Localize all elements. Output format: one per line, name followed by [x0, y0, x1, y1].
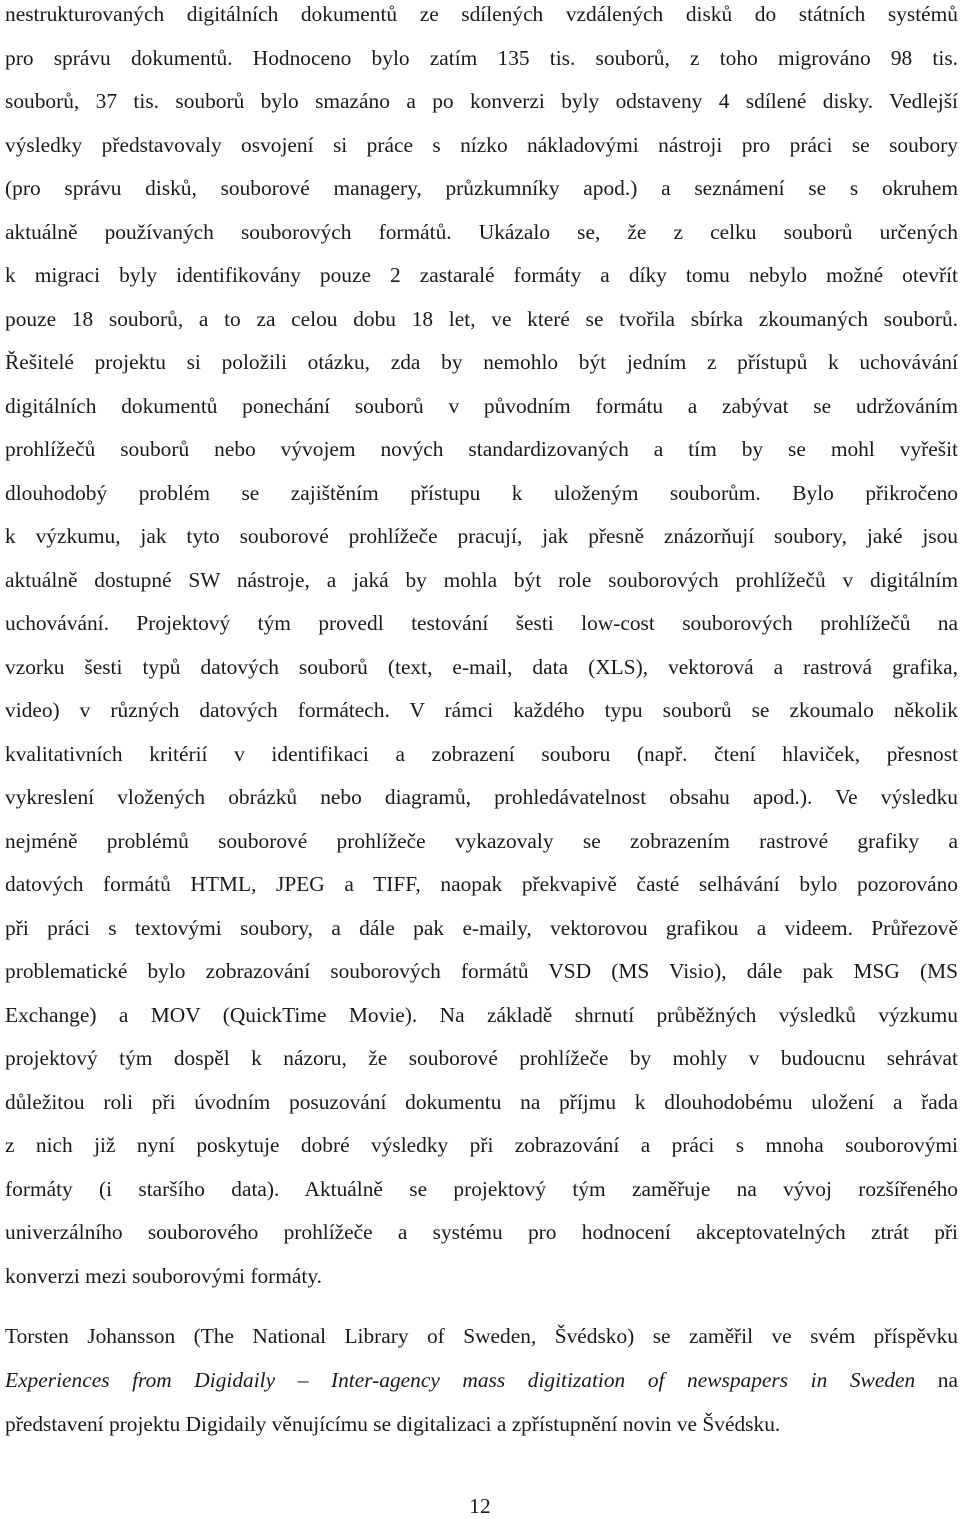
text-line: Exchange) a MOV (QuickTime Movie). Na základě shrnutí průběžných výsledků výzkumu — [5, 1002, 958, 1027]
text-line — [5, 1367, 958, 1393]
text-line: nestrukturovaných digitálních dokumentů ze sdílených vzdálených disků do státních systémů — [5, 2, 958, 26]
text-line: univerzálního souborového prohlížeče a systému pro hodnocení akceptovatelných ztrát při — [5, 1220, 958, 1244]
text-line: výsledky představovaly osvojení si práce s nízko nákladovými nástroji pro práci se soubory — [5, 132, 958, 157]
text-line: při práci s textovými soubory, a dále pak e-maily, vektorovou grafikou a videem. Průřezově — [5, 915, 958, 940]
text-line: video) v různých datových formátech. V rámci každého typu souborů se zkoumalo několik — [5, 698, 958, 722]
text-line: problematické bylo zobrazování souborových formátů VSD (MS Visio), dále pak MSG (MS — [5, 959, 958, 983]
text-line: důležitou roli při úvodním posuzování dokumentu na příjmu k dlouhodobému uložení a řada — [5, 1089, 958, 1114]
text-line: k migraci byly identifikovány pouze 2 zastaralé formáty a díky tomu nebylo možné otevřít — [5, 263, 958, 287]
text-line: dlouhodobý problém se zajištěním přístupu k uloženým souborům. Bylo přikročeno — [5, 480, 958, 505]
text-line: aktuálně používaných souborových formátů. Ukázalo se, že z celku souborů určených — [5, 219, 958, 244]
text-line: vzorku šesti typů datových souborů (text, e-mail, data (XLS), vektorová a rastrová grafika, — [5, 654, 958, 679]
text-line: vykreslení vložených obrázků nebo diagramů, prohledávatelnost obsahu apod.). Ve výsledku — [5, 785, 958, 809]
text-line: datových formátů HTML, JPEG a TIFF, naopak překvapivě časté selhávání bylo pozorováno — [5, 872, 958, 896]
text-line: projektový tým dospěl k názoru, že souborové prohlížeče by mohly v budoucnu sehrávat — [5, 1046, 958, 1070]
text-line: souborů, 37 tis. souborů bylo smazáno a po konverzi byly odstaveny 4 sdílené disky. Vedlejší — [5, 89, 958, 113]
text-line: pouze 18 souborů, a to za celou dobu 18 let, ve které se tvořila sbírka zkoumaných souborů. — [5, 306, 958, 331]
text-line: představení projektu Digidaily věnujícímu se digitalizaci a zpřístupnění novin ve Švédsku. — [5, 1412, 781, 1436]
page-number: 12 — [469, 1494, 491, 1518]
text-line: aktuálně dostupné SW nástroje, a jaká by mohla být role souborových prohlížečů v digitálním — [5, 567, 958, 592]
text-line: Řešitelé projektu si položili otázku, zda by nemohlo být jedním z přístupů k uchovávání — [5, 350, 958, 374]
text-line: pro správu dokumentů. Hodnoceno bylo zatím 135 tis. souborů, z toho migrováno 98 tis. — [5, 45, 958, 70]
text-line: prohlížečů souborů nebo vývojem nových standardizovaných a tím by se mohl vyřešit — [5, 437, 958, 461]
text-line: nejméně problémů souborové prohlížeče vykazovaly se zobrazením rastrové grafiky a — [5, 828, 958, 853]
text-line: k výzkumu, jak tyto souborové prohlížeče pracují, jak přesně znázorňují soubory, jaké jsou — [5, 524, 958, 548]
text-line: kvalitativních kritérií v identifikaci a zobrazení souboru (např. čtení hlaviček, přesnost — [5, 741, 958, 766]
text-line: Torsten Johansson (The National Library of Sweden, Švédsko) se zaměřil ve svém příspěvku — [5, 1324, 958, 1348]
text-line: (pro správu disků, souborové managery, průzkumníky apod.) a seznámení se s okruhem — [5, 176, 958, 200]
text-line: uchovávání. Projektový tým provedl testování šesti low-cost souborových prohlížečů na — [5, 611, 958, 635]
article-title: Experiences from Digidaily – Inter-agency mass digitization of newspapers in Sweden — [5, 1368, 916, 1392]
text-line: konverzi mezi souborovými formáty. — [5, 1263, 323, 1288]
text-line: formáty (i staršího data). Aktuálně se projektový tým zaměřuje na vývoj rozšířeného — [5, 1176, 958, 1201]
text-fragment: na — [915, 1368, 958, 1392]
text-line: digitálních dokumentů ponechání souborů v původním formátu a zabývat se udržováním — [5, 393, 958, 418]
text-line: z nich již nyní poskytuje dobré výsledky při zobrazování a práci s mnoha souborovými — [5, 1133, 958, 1157]
